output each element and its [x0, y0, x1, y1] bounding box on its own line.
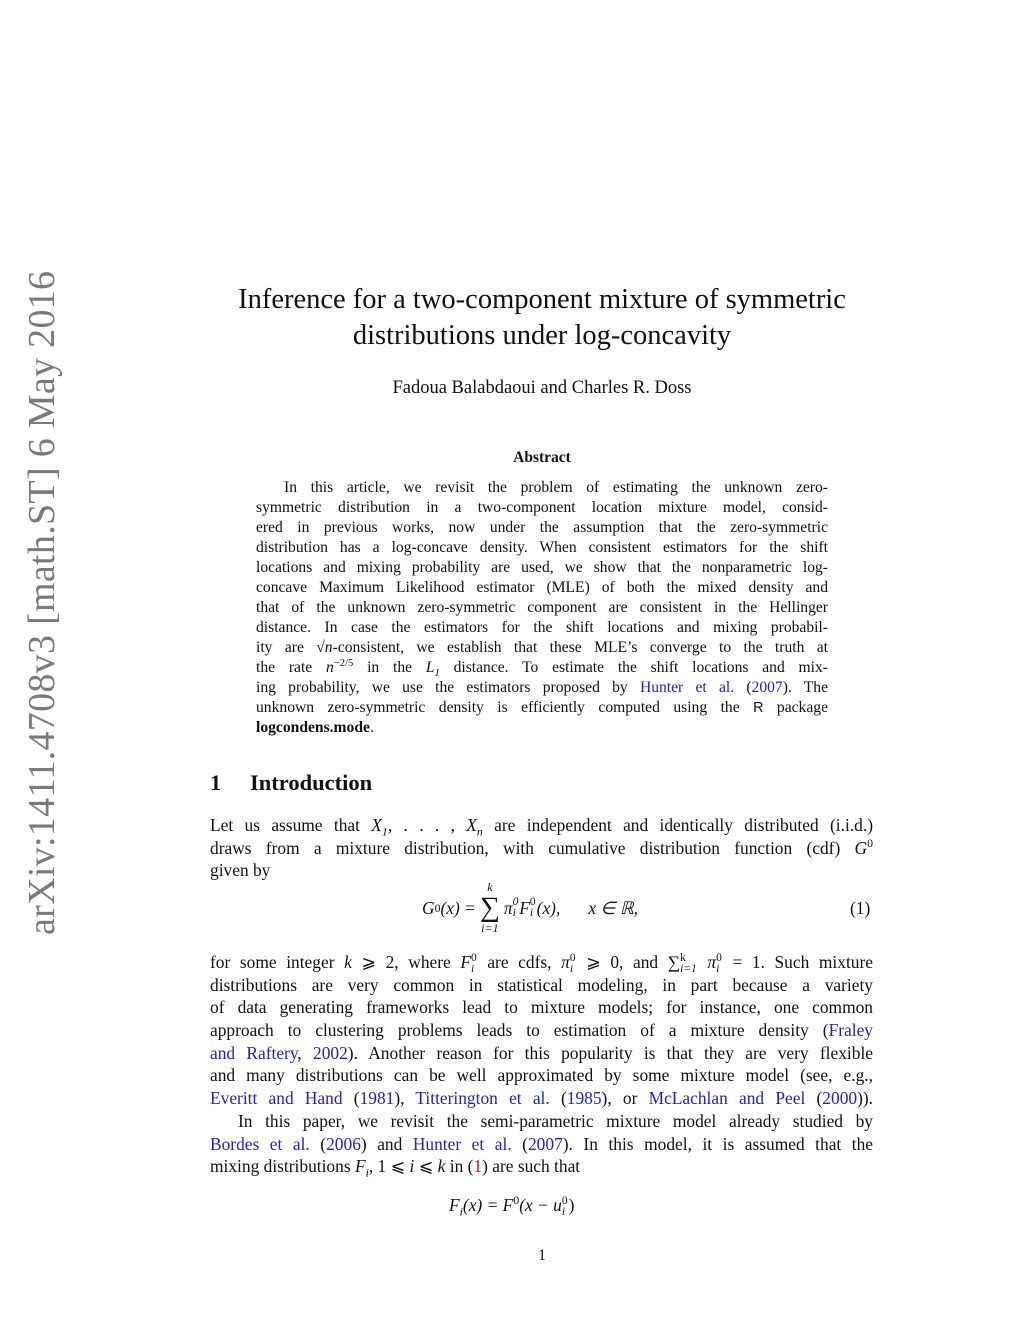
- sum-lower: i=1: [481, 921, 499, 935]
- text-span: ,: [297, 1042, 314, 1063]
- eq-symbol: F: [519, 897, 530, 918]
- citation-link[interactable]: 2006: [326, 1133, 361, 1154]
- abstract-body: [256, 478, 828, 738]
- text-line: [256, 558, 828, 578]
- authors: Fadoua Balabdaoui and Charles R. Doss: [392, 378, 692, 398]
- eq-scripts: [562, 1196, 568, 1218]
- text-line: [210, 996, 873, 1019]
- text-span: In this paper, we revisit the semi-parametric mixture model already studied by: [238, 1110, 873, 1131]
- citation-link[interactable]: Hunter et al.: [412, 1133, 512, 1154]
- paper-title: [0, 282, 1024, 354]
- text-span: , 1 ⩽: [368, 1156, 410, 1177]
- eq-sup: 0: [513, 1193, 520, 1208]
- text-span: package: [763, 699, 828, 716]
- equation-1: G 0 (x) = k ∑ i=1 π 0 i F 0 i (x), x ∈ ℝ,: [422, 880, 638, 935]
- text-span: distribution has a log-concave density. When consistent estimators for the shift: [256, 539, 828, 556]
- section-title: Introduction: [250, 770, 373, 795]
- citation-link[interactable]: 1985: [566, 1088, 602, 1109]
- text-span: the rate: [256, 659, 326, 676]
- math-scripts: [716, 953, 722, 975]
- text-line: [210, 1087, 873, 1110]
- math-text: X: [371, 815, 382, 835]
- text-span: In this article, we revisit the problem of estimating the unknown zero-: [284, 479, 828, 496]
- eq-domain: x ∈ ℝ,: [588, 897, 638, 918]
- sum-operator: [480, 881, 500, 935]
- text-span: ). In this model, it is assumed that the: [562, 1133, 874, 1154]
- math-text: L: [425, 659, 435, 676]
- text-span: unknown zero-symmetric density is efficiently computed using the: [256, 699, 754, 716]
- text-span: (: [734, 679, 752, 696]
- citation-link[interactable]: 2000: [822, 1088, 858, 1109]
- math-text: 1: [381, 824, 388, 839]
- text-span: mixing distributions: [210, 1156, 355, 1177]
- math-script: 0: [569, 952, 576, 965]
- equation-ref-link[interactable]: 1: [473, 1156, 483, 1177]
- text-span: , . . . ,: [387, 815, 467, 835]
- citation-link[interactable]: Titterington et al.: [415, 1088, 550, 1109]
- math-script: i: [470, 963, 475, 975]
- eq-sub: i: [529, 907, 534, 919]
- eq-scripts: [513, 897, 519, 919]
- math-script: k: [680, 952, 686, 965]
- citation-link[interactable]: Fraley: [828, 1020, 873, 1041]
- math-text: −2/5: [333, 657, 354, 669]
- citation-link[interactable]: 1981: [359, 1088, 395, 1109]
- text-span: ing probability, we use the estimators proposed by: [256, 679, 640, 696]
- math-text: F: [460, 952, 471, 972]
- math-text: i: [365, 1165, 369, 1180]
- text-span: are cdfs,: [477, 952, 562, 972]
- text-span: )).: [857, 1088, 874, 1109]
- text-span: for some integer: [210, 952, 345, 972]
- text-line: [210, 1110, 873, 1133]
- math-scripts: [570, 953, 576, 975]
- text-span: ), or: [601, 1088, 649, 1109]
- text-span: = 1. Such mixture: [722, 952, 873, 972]
- text-span: Let us assume that: [210, 815, 372, 835]
- citation-link[interactable]: McLachlan and Peel: [648, 1088, 806, 1109]
- text-span: ) and: [360, 1133, 413, 1154]
- text-line: [210, 1042, 873, 1065]
- text-span: draws from a mixture distribution, with cumulative distribution function (cdf): [210, 837, 855, 858]
- text-span: ). Another reason for this popularity is that they are very flexible: [347, 1042, 873, 1063]
- math-text: G: [854, 837, 868, 858]
- text-span: ⩽: [414, 1156, 438, 1177]
- text-span: that of the unknown zero-symmetric component are consistent in the Hellinger: [256, 599, 828, 616]
- citation-link[interactable]: Everitt and Hand: [210, 1088, 343, 1109]
- math-text: n: [324, 639, 333, 656]
- math-text: F: [354, 1156, 366, 1177]
- citation-link[interactable]: Bordes et al.: [210, 1133, 310, 1154]
- math-script: 0: [716, 952, 722, 965]
- text-line: [256, 498, 828, 518]
- text-line: [210, 974, 873, 997]
- eq-symbol: F: [449, 1195, 460, 1215]
- text-span: ity are √: [256, 639, 325, 656]
- text-span: -consistent, we establish that these MLE’s converge to the truth at: [332, 639, 828, 656]
- text-span: (: [342, 1088, 360, 1109]
- eq-arg: (x) =: [462, 1195, 503, 1215]
- citation-link[interactable]: and Raftery: [210, 1042, 298, 1063]
- text-line: [210, 814, 873, 837]
- eq-arg: (x),: [536, 897, 561, 918]
- text-line: [256, 598, 828, 618]
- eq-symbol: G: [422, 897, 435, 918]
- text-span: of data generating frameworks lead to mixture models; for instance, one common: [210, 997, 873, 1018]
- equation-number: (1): [850, 898, 871, 918]
- math-text: k: [344, 952, 352, 972]
- text-line: [256, 678, 828, 698]
- text-line: [210, 1155, 873, 1178]
- eq-arg: ): [568, 1195, 575, 1215]
- sum-upper: k: [487, 880, 493, 894]
- text-line: [210, 1019, 873, 1042]
- eq-scripts: [530, 897, 536, 919]
- text-span: in (: [445, 1156, 474, 1177]
- text-span: locations and mixing probability are used, we show that the nonparametric log-: [256, 559, 828, 576]
- arxiv-stamp: arXiv:1411.4708v3 [math.ST] 6 May 2016: [21, 270, 63, 935]
- equation-2: [449, 1195, 574, 1218]
- math-text: 0: [867, 835, 873, 850]
- text-line: [256, 658, 828, 678]
- eq-sup: 0: [529, 896, 536, 909]
- text-line: [256, 478, 828, 498]
- text-line: [256, 718, 828, 738]
- text-span: in the: [353, 659, 426, 676]
- citation-link[interactable]: 2007: [527, 1133, 563, 1154]
- eq-sub: i: [512, 907, 516, 919]
- text-span: ),: [394, 1088, 416, 1109]
- text-span: ⩾ 2, where: [351, 952, 461, 972]
- math-script: i: [569, 963, 573, 975]
- text-span: ). The: [782, 679, 828, 696]
- citation-link[interactable]: 2007: [751, 679, 783, 696]
- text-line: [256, 698, 828, 718]
- eq-symbol: π: [503, 897, 513, 918]
- math-text: π: [707, 952, 717, 972]
- title-line-2: distributions under log-concavity: [352, 320, 732, 351]
- text-span: given by: [210, 860, 271, 881]
- title-line-1: Inference for a two-component mixture of symmetric: [238, 284, 846, 315]
- sum-sign: ∑: [479, 892, 500, 923]
- text-span: distance. To estimate the shift locations and mix-: [439, 659, 828, 676]
- text-span: (: [511, 1133, 528, 1154]
- abstract-heading: Abstract: [513, 449, 571, 466]
- text-span: ⩾ 0, and ∑: [576, 952, 681, 972]
- text-span: (: [549, 1088, 567, 1109]
- page-number: 1: [538, 1247, 546, 1264]
- text-line: [256, 618, 828, 638]
- text-line: [210, 837, 873, 860]
- math-text: 1: [434, 668, 440, 680]
- text-span: [698, 952, 708, 972]
- math-text: n: [325, 659, 334, 676]
- math-text: n: [476, 824, 483, 839]
- text-span: logcondens.mode: [256, 719, 370, 736]
- citation-link[interactable]: Hunter et al.: [639, 679, 735, 696]
- math-scripts: [680, 953, 697, 975]
- text-span: ) are such that: [482, 1156, 581, 1177]
- eq-sub: i: [459, 1204, 463, 1219]
- eq-arg: (x) =: [440, 897, 476, 918]
- text-line: [210, 1133, 873, 1156]
- section-number: 1: [210, 770, 222, 795]
- math-text: π: [561, 952, 570, 972]
- math-text: X: [466, 815, 477, 835]
- math-scripts: [471, 953, 477, 975]
- eq-symbol: F: [502, 1195, 514, 1215]
- math-text: k: [437, 1156, 446, 1177]
- text-line: [210, 951, 873, 974]
- eq-arg: (x − u: [519, 1195, 562, 1215]
- math-script: 0: [470, 952, 477, 965]
- text-span: approach to clustering problems leads to estimation of a mixture density (: [210, 1020, 829, 1041]
- text-span: R: [753, 700, 764, 716]
- text-line: [256, 518, 828, 538]
- text-span: (: [805, 1088, 823, 1109]
- text-span: symmetric distribution in a two-component location mixture model, consid-: [256, 499, 828, 516]
- text-span: distributions are very common in statistical modeling, in part because a variety: [210, 974, 873, 995]
- citation-link[interactable]: 2002: [313, 1042, 348, 1063]
- eq-sup: 0: [512, 896, 519, 909]
- intro-paragraph-2: [210, 951, 873, 1178]
- text-line: [256, 578, 828, 598]
- eq-sub: i: [561, 1206, 566, 1218]
- text-span: distance. In case the estimators for the shift locations and mixing probabil-: [256, 619, 828, 636]
- text-span: .: [369, 719, 374, 736]
- eq-sup: 0: [561, 1195, 568, 1208]
- text-span: are independent and identically distributed (i.i.d.): [482, 815, 873, 835]
- text-span: (: [309, 1133, 327, 1154]
- intro-paragraph-1: [210, 814, 873, 882]
- text-line: [210, 1064, 873, 1087]
- math-script: i: [716, 963, 720, 975]
- section-heading: [210, 770, 372, 796]
- text-span: ered in previous works, now under the assumption that the zero-symmetric: [256, 519, 828, 536]
- text-line: [256, 538, 828, 558]
- math-text: i: [409, 1156, 415, 1177]
- math-script: i=1: [680, 963, 697, 975]
- text-span: concave Maximum Likelihood estimator (MLE) of both the mixed density and: [256, 579, 828, 596]
- text-span: and many distributions can be well approximated by some mixture model (see, e.g.,: [210, 1065, 873, 1086]
- text-line: [256, 638, 828, 658]
